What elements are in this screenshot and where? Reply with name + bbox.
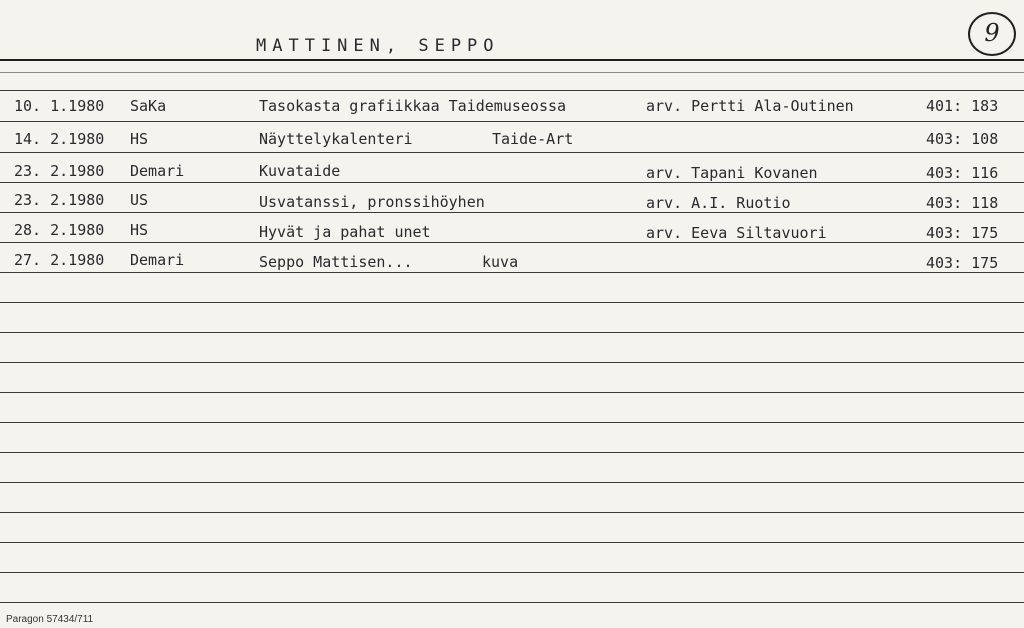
- entry-date: 27. 2.1980: [14, 251, 105, 269]
- rule: [0, 212, 1024, 213]
- entry-date: 28. 2.1980: [14, 221, 105, 239]
- entry-ref: 403: 175: [926, 224, 999, 242]
- rule: [0, 512, 1024, 513]
- entry-reviewer: arv. Eeva Siltavuori: [646, 224, 827, 242]
- rule: [0, 572, 1024, 573]
- page-number-badge: 9: [968, 12, 1016, 56]
- entry-title: Seppo Mattisen...: [259, 253, 413, 271]
- entry-ref: 403: 108: [926, 130, 999, 148]
- entry-title: Usvatanssi, pronssihöyhen: [259, 193, 485, 211]
- entry-reviewer: arv. Pertti Ala-Outinen: [646, 97, 854, 115]
- rule: [0, 332, 1024, 333]
- rule: [0, 542, 1024, 543]
- entry-reviewer: arv. A.I. Ruotio: [646, 194, 791, 212]
- entry-title: Näyttelykalenteri: [259, 130, 413, 148]
- entry-ref: 403: 116: [926, 164, 999, 182]
- entry-title: Tasokasta grafiikkaa Taidemuseossa: [259, 97, 567, 115]
- entry-source: SaKa: [130, 97, 167, 115]
- entry-date: 23. 2.1980: [14, 162, 105, 180]
- rule: [0, 482, 1024, 483]
- entry-date: 14. 2.1980: [14, 130, 105, 148]
- entry-reviewer: arv. Tapani Kovanen: [646, 164, 818, 182]
- entry-source: Demari: [130, 251, 185, 269]
- rule: [0, 182, 1024, 183]
- entry-extra: kuva: [482, 253, 519, 271]
- rule: [0, 362, 1024, 363]
- rule: [0, 90, 1024, 91]
- rule: [0, 422, 1024, 423]
- entry-source: HS: [130, 221, 149, 239]
- header-rule: [0, 59, 1024, 61]
- entry-extra: Taide-Art: [492, 130, 574, 148]
- entry-ref: 403: 118: [926, 194, 999, 212]
- rule: [0, 152, 1024, 153]
- rule: [0, 302, 1024, 303]
- rule: [0, 272, 1024, 273]
- card-footer-print: Paragon 57434/711: [6, 614, 94, 625]
- card-title: MATTINEN, SEPPO: [256, 36, 500, 56]
- entry-title: Kuvataide: [259, 162, 341, 180]
- entry-source: US: [130, 191, 149, 209]
- rule: [0, 452, 1024, 453]
- entry-ref: 401: 183: [926, 97, 999, 115]
- entry-title: Hyvät ja pahat unet: [259, 223, 431, 241]
- rule: [0, 72, 1024, 73]
- entry-ref: 403: 175: [926, 254, 999, 272]
- entry-date: 23. 2.1980: [14, 191, 105, 209]
- entry-source: Demari: [130, 162, 185, 180]
- rule: [0, 602, 1024, 603]
- rule: [0, 121, 1024, 122]
- rule: [0, 392, 1024, 393]
- entry-date: 10. 1.1980: [14, 97, 105, 115]
- entry-source: HS: [130, 130, 149, 148]
- rule: [0, 242, 1024, 243]
